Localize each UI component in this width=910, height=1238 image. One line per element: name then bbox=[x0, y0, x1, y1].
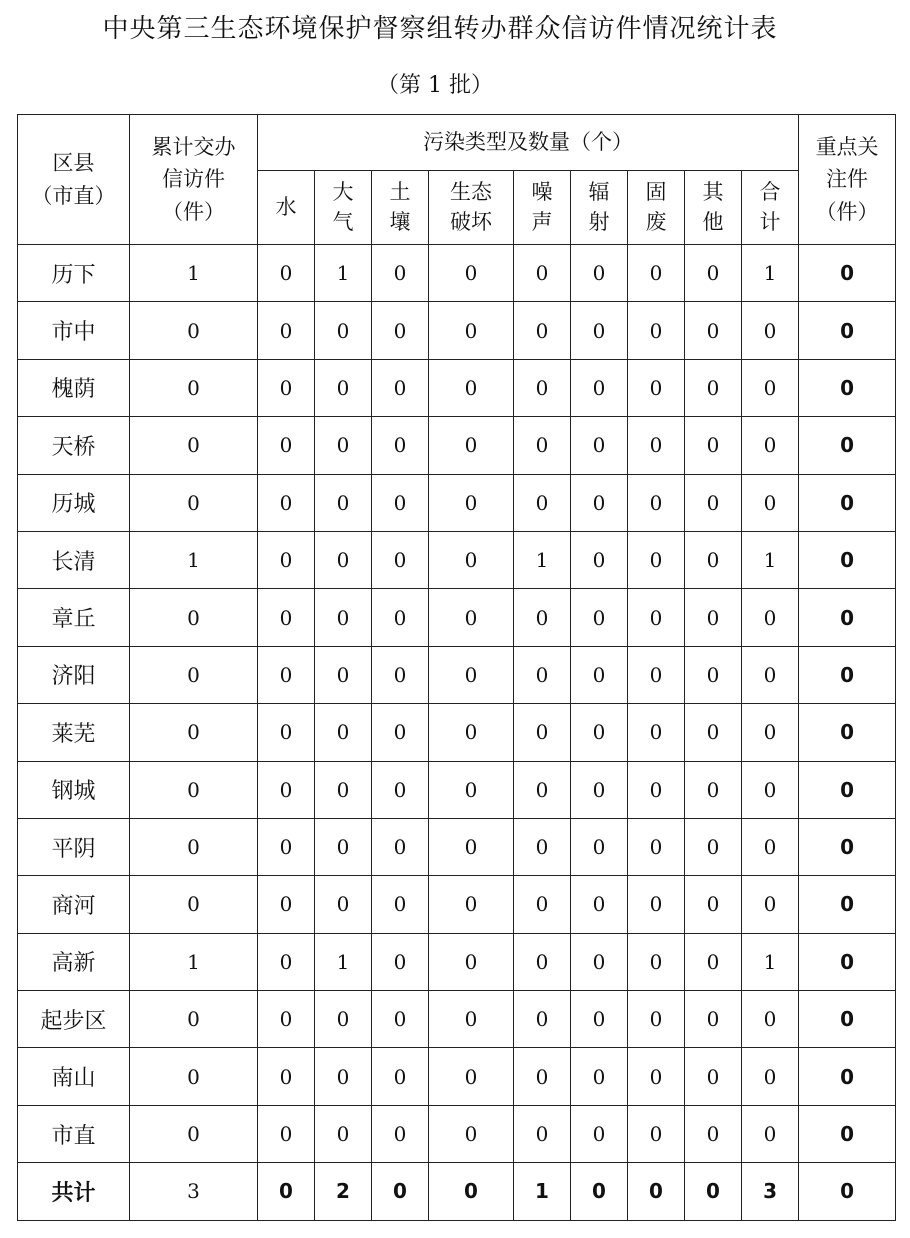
header-type-3 bbox=[429, 171, 514, 245]
pollution-count: 0 bbox=[571, 589, 628, 646]
header-district-line1: 区县 bbox=[52, 150, 95, 175]
pollution-count: 0 bbox=[372, 876, 429, 933]
cumulative-count: 0 bbox=[130, 302, 258, 359]
pollution-count: 0 bbox=[514, 1105, 571, 1162]
pollution-count: 1 bbox=[742, 531, 799, 588]
pollution-count: 0 bbox=[315, 1105, 372, 1162]
pollution-count: 0 bbox=[258, 876, 315, 933]
pollution-count: 0 bbox=[372, 991, 429, 1048]
header-type-line2: 计 bbox=[759, 209, 781, 234]
pollution-count: 0 bbox=[315, 704, 372, 761]
pollution-count: 0 bbox=[258, 761, 315, 818]
pollution-count: 0 bbox=[685, 531, 742, 588]
pollution-count: 0 bbox=[514, 359, 571, 416]
pollution-count: 0 bbox=[628, 991, 685, 1048]
total-label: 共计 bbox=[18, 1163, 130, 1220]
pollution-count: 0 bbox=[628, 359, 685, 416]
pollution-count: 0 bbox=[571, 474, 628, 531]
header-pollution-group: 污染类型及数量（个） bbox=[258, 115, 799, 171]
key-case-count: 0 bbox=[799, 876, 896, 933]
pollution-count: 0 bbox=[628, 302, 685, 359]
cumulative-count: 0 bbox=[130, 1105, 258, 1162]
table-row bbox=[18, 1048, 896, 1105]
document-title: 中央第三生态环境保护督察组转办群众信访件情况统计表 bbox=[102, 14, 778, 44]
pollution-count: 0 bbox=[628, 876, 685, 933]
cumulative-count: 0 bbox=[130, 704, 258, 761]
cumulative-count: 0 bbox=[130, 589, 258, 646]
pollution-count: 0 bbox=[514, 991, 571, 1048]
pollution-count: 0 bbox=[685, 991, 742, 1048]
table-row bbox=[18, 474, 896, 531]
key-case-count: 0 bbox=[799, 818, 896, 875]
pollution-count: 0 bbox=[514, 417, 571, 474]
pollution-count: 0 bbox=[372, 818, 429, 875]
header-type-line1: 大 bbox=[332, 179, 354, 204]
pollution-count: 0 bbox=[571, 302, 628, 359]
header-type-line1: 辐 bbox=[588, 179, 610, 204]
key-case-count: 0 bbox=[799, 1048, 896, 1105]
pollution-count: 0 bbox=[514, 302, 571, 359]
pollution-count: 0 bbox=[628, 1048, 685, 1105]
header-type-line1: 生态 bbox=[450, 179, 492, 204]
cumulative-count: 0 bbox=[130, 1048, 258, 1105]
pollution-count: 0 bbox=[315, 589, 372, 646]
pollution-count: 0 bbox=[628, 933, 685, 990]
header-district-line2: （市直） bbox=[31, 183, 116, 208]
cumulative-count: 3 bbox=[130, 1163, 258, 1220]
cumulative-count: 0 bbox=[130, 417, 258, 474]
pollution-count: 0 bbox=[258, 818, 315, 875]
pollution-count: 0 bbox=[571, 704, 628, 761]
pollution-count: 0 bbox=[429, 359, 514, 416]
pollution-count: 0 bbox=[372, 302, 429, 359]
district-name: 起步区 bbox=[18, 991, 130, 1048]
pollution-count: 0 bbox=[514, 646, 571, 703]
pollution-count: 0 bbox=[628, 245, 685, 302]
header-type-line1: 土 bbox=[389, 179, 411, 204]
table-row bbox=[18, 761, 896, 818]
pollution-count: 0 bbox=[742, 589, 799, 646]
cumulative-count: 1 bbox=[130, 531, 258, 588]
district-name: 槐荫 bbox=[18, 359, 130, 416]
pollution-count: 0 bbox=[372, 245, 429, 302]
table-row bbox=[18, 589, 896, 646]
district-name: 长清 bbox=[18, 531, 130, 588]
pollution-count: 0 bbox=[315, 991, 372, 1048]
pollution-count: 0 bbox=[258, 1048, 315, 1105]
pollution-count: 0 bbox=[258, 1163, 315, 1220]
pollution-count: 0 bbox=[571, 1048, 628, 1105]
pollution-count: 0 bbox=[742, 359, 799, 416]
pollution-count: 0 bbox=[429, 1048, 514, 1105]
district-name: 天桥 bbox=[18, 417, 130, 474]
pollution-count: 0 bbox=[315, 302, 372, 359]
header-cumulative-line2: 信访件 bbox=[162, 167, 225, 192]
pollution-count: 0 bbox=[429, 991, 514, 1048]
pollution-count: 0 bbox=[514, 474, 571, 531]
header-district bbox=[18, 115, 130, 245]
pollution-count: 0 bbox=[628, 417, 685, 474]
table-row bbox=[18, 991, 896, 1048]
pollution-count: 0 bbox=[685, 1105, 742, 1162]
pollution-count: 0 bbox=[429, 1105, 514, 1162]
pollution-count: 0 bbox=[258, 704, 315, 761]
key-case-count: 0 bbox=[799, 474, 896, 531]
pollution-count: 0 bbox=[429, 876, 514, 933]
district-name: 高新 bbox=[18, 933, 130, 990]
pollution-count: 1 bbox=[742, 933, 799, 990]
pollution-count: 0 bbox=[258, 531, 315, 588]
table-header bbox=[18, 115, 896, 245]
pollution-count: 0 bbox=[571, 646, 628, 703]
header-type-line2: 气 bbox=[332, 209, 354, 234]
pollution-count: 0 bbox=[685, 1048, 742, 1105]
cumulative-count: 1 bbox=[130, 933, 258, 990]
pollution-count: 0 bbox=[258, 646, 315, 703]
pollution-count: 0 bbox=[571, 359, 628, 416]
pollution-count: 0 bbox=[742, 417, 799, 474]
header-cumulative-line3: （件） bbox=[162, 199, 225, 224]
pollution-count: 0 bbox=[685, 933, 742, 990]
pollution-count: 0 bbox=[742, 1048, 799, 1105]
district-name: 历下 bbox=[18, 245, 130, 302]
pollution-count: 0 bbox=[372, 1163, 429, 1220]
district-name: 莱芜 bbox=[18, 704, 130, 761]
pollution-count: 0 bbox=[429, 302, 514, 359]
pollution-count: 0 bbox=[372, 1105, 429, 1162]
pollution-count: 1 bbox=[514, 1163, 571, 1220]
key-case-count: 0 bbox=[799, 531, 896, 588]
district-name: 历城 bbox=[18, 474, 130, 531]
pollution-count: 2 bbox=[315, 1163, 372, 1220]
pollution-count: 0 bbox=[514, 704, 571, 761]
pollution-count: 0 bbox=[258, 589, 315, 646]
header-type-line2: 声 bbox=[531, 209, 553, 234]
table-row bbox=[18, 1105, 896, 1162]
key-case-count: 0 bbox=[799, 359, 896, 416]
header-key-line1: 重点关 bbox=[815, 134, 879, 159]
pollution-count: 0 bbox=[372, 646, 429, 703]
pollution-count: 0 bbox=[628, 818, 685, 875]
pollution-count: 0 bbox=[372, 704, 429, 761]
pollution-count: 0 bbox=[258, 417, 315, 474]
statistics-table bbox=[17, 114, 896, 1221]
pollution-count: 0 bbox=[372, 531, 429, 588]
header-type-line2: 射 bbox=[588, 209, 610, 234]
pollution-count: 0 bbox=[258, 359, 315, 416]
pollution-count: 0 bbox=[685, 302, 742, 359]
header-type-line2: 废 bbox=[645, 209, 667, 234]
pollution-count: 0 bbox=[571, 1105, 628, 1162]
header-key-line2: 注件 bbox=[826, 167, 869, 192]
pollution-count: 0 bbox=[315, 474, 372, 531]
pollution-count: 0 bbox=[372, 933, 429, 990]
pollution-count: 0 bbox=[628, 531, 685, 588]
pollution-count: 0 bbox=[429, 646, 514, 703]
pollution-count: 0 bbox=[628, 1163, 685, 1220]
header-type-line1: 水 bbox=[275, 195, 297, 220]
pollution-count: 0 bbox=[571, 417, 628, 474]
cumulative-count: 0 bbox=[130, 359, 258, 416]
pollution-count: 0 bbox=[628, 1105, 685, 1162]
pollution-count: 0 bbox=[571, 933, 628, 990]
pollution-count: 0 bbox=[685, 761, 742, 818]
table-row bbox=[18, 876, 896, 933]
header-key-cases bbox=[799, 115, 896, 245]
table-row bbox=[18, 359, 896, 416]
pollution-count: 0 bbox=[429, 245, 514, 302]
header-type-line1: 合 bbox=[759, 179, 781, 204]
district-name: 市中 bbox=[18, 302, 130, 359]
pollution-count: 0 bbox=[742, 991, 799, 1048]
pollution-count: 0 bbox=[742, 474, 799, 531]
pollution-count: 0 bbox=[685, 359, 742, 416]
pollution-count: 0 bbox=[685, 474, 742, 531]
pollution-count: 0 bbox=[685, 876, 742, 933]
cumulative-count: 0 bbox=[130, 991, 258, 1048]
district-name: 南山 bbox=[18, 1048, 130, 1105]
header-type-7 bbox=[685, 171, 742, 245]
key-case-count: 0 bbox=[799, 646, 896, 703]
pollution-count: 0 bbox=[685, 1163, 742, 1220]
table-row bbox=[18, 646, 896, 703]
pollution-count: 0 bbox=[372, 359, 429, 416]
pollution-count: 0 bbox=[429, 704, 514, 761]
cumulative-count: 0 bbox=[130, 818, 258, 875]
pollution-count: 1 bbox=[514, 531, 571, 588]
pollution-count: 0 bbox=[372, 761, 429, 818]
pollution-count: 0 bbox=[685, 818, 742, 875]
pollution-count: 0 bbox=[742, 761, 799, 818]
header-cumulative bbox=[130, 115, 258, 245]
key-case-count: 0 bbox=[799, 589, 896, 646]
pollution-count: 0 bbox=[514, 589, 571, 646]
pollution-count: 0 bbox=[315, 876, 372, 933]
total-row bbox=[18, 1163, 896, 1220]
header-type-2 bbox=[372, 171, 429, 245]
header-type-8 bbox=[742, 171, 799, 245]
pollution-count: 0 bbox=[685, 704, 742, 761]
batch-subtitle: （第 1 批） bbox=[377, 73, 493, 98]
pollution-count: 0 bbox=[372, 474, 429, 531]
key-case-count: 0 bbox=[799, 1105, 896, 1162]
pollution-count: 0 bbox=[628, 704, 685, 761]
key-case-count: 0 bbox=[799, 761, 896, 818]
pollution-count: 0 bbox=[258, 1105, 315, 1162]
table-row bbox=[18, 933, 896, 990]
pollution-count: 0 bbox=[571, 245, 628, 302]
district-name: 商河 bbox=[18, 876, 130, 933]
key-case-count: 0 bbox=[799, 302, 896, 359]
pollution-count: 0 bbox=[685, 417, 742, 474]
pollution-count: 0 bbox=[429, 818, 514, 875]
pollution-count: 0 bbox=[258, 245, 315, 302]
key-case-count: 0 bbox=[799, 417, 896, 474]
pollution-count: 0 bbox=[258, 991, 315, 1048]
pollution-count: 0 bbox=[429, 1163, 514, 1220]
cumulative-count: 0 bbox=[130, 761, 258, 818]
pollution-count: 1 bbox=[315, 245, 372, 302]
pollution-count: 0 bbox=[258, 474, 315, 531]
pollution-count: 0 bbox=[315, 359, 372, 416]
pollution-count: 0 bbox=[372, 417, 429, 474]
pollution-count: 0 bbox=[514, 933, 571, 990]
pollution-count: 0 bbox=[742, 302, 799, 359]
header-type-0 bbox=[258, 171, 315, 245]
header-type-line2: 壤 bbox=[389, 209, 411, 234]
header-type-4 bbox=[514, 171, 571, 245]
key-case-count: 0 bbox=[799, 704, 896, 761]
pollution-count: 0 bbox=[258, 933, 315, 990]
pollution-count: 0 bbox=[315, 417, 372, 474]
pollution-count: 0 bbox=[429, 531, 514, 588]
header-type-line2: 他 bbox=[702, 209, 724, 234]
table-row bbox=[18, 818, 896, 875]
pollution-count: 0 bbox=[315, 646, 372, 703]
pollution-count: 0 bbox=[372, 1048, 429, 1105]
district-name: 市直 bbox=[18, 1105, 130, 1162]
header-type-line1: 其 bbox=[702, 179, 724, 204]
table-row bbox=[18, 245, 896, 302]
pollution-count: 0 bbox=[315, 818, 372, 875]
cumulative-count: 1 bbox=[130, 245, 258, 302]
header-type-line1: 固 bbox=[645, 179, 667, 204]
pollution-count: 0 bbox=[628, 474, 685, 531]
pollution-count: 0 bbox=[742, 818, 799, 875]
table-row bbox=[18, 531, 896, 588]
pollution-count: 0 bbox=[571, 761, 628, 818]
cumulative-count: 0 bbox=[130, 876, 258, 933]
key-case-count: 0 bbox=[799, 933, 896, 990]
header-key-line3: （件） bbox=[815, 199, 879, 224]
pollution-count: 3 bbox=[742, 1163, 799, 1220]
header-type-6 bbox=[628, 171, 685, 245]
district-name: 章丘 bbox=[18, 589, 130, 646]
pollution-count: 0 bbox=[628, 646, 685, 703]
district-name: 钢城 bbox=[18, 761, 130, 818]
pollution-count: 0 bbox=[571, 876, 628, 933]
header-type-1 bbox=[315, 171, 372, 245]
pollution-count: 0 bbox=[514, 245, 571, 302]
pollution-count: 0 bbox=[571, 531, 628, 588]
key-case-count: 0 bbox=[799, 245, 896, 302]
district-name: 济阳 bbox=[18, 646, 130, 703]
pollution-count: 0 bbox=[685, 646, 742, 703]
pollution-count: 1 bbox=[315, 933, 372, 990]
pollution-count: 0 bbox=[628, 589, 685, 646]
pollution-count: 0 bbox=[571, 1163, 628, 1220]
table-row bbox=[18, 704, 896, 761]
pollution-count: 0 bbox=[429, 474, 514, 531]
table-row bbox=[18, 302, 896, 359]
cumulative-count: 0 bbox=[130, 646, 258, 703]
pollution-count: 0 bbox=[742, 704, 799, 761]
cumulative-count: 0 bbox=[130, 474, 258, 531]
pollution-count: 0 bbox=[628, 761, 685, 818]
pollution-count: 0 bbox=[685, 245, 742, 302]
pollution-count: 0 bbox=[429, 933, 514, 990]
table-body bbox=[18, 245, 896, 1221]
header-type-line1: 噪 bbox=[531, 179, 553, 204]
pollution-count: 0 bbox=[429, 417, 514, 474]
pollution-count: 0 bbox=[429, 761, 514, 818]
district-name: 平阴 bbox=[18, 818, 130, 875]
pollution-count: 0 bbox=[571, 818, 628, 875]
pollution-count: 0 bbox=[514, 761, 571, 818]
key-case-count: 0 bbox=[799, 991, 896, 1048]
pollution-count: 0 bbox=[571, 991, 628, 1048]
header-type-line2: 破坏 bbox=[450, 209, 492, 234]
pollution-count: 0 bbox=[685, 589, 742, 646]
key-case-count: 0 bbox=[799, 1163, 896, 1220]
pollution-count: 1 bbox=[742, 245, 799, 302]
pollution-count: 0 bbox=[315, 1048, 372, 1105]
header-type-5 bbox=[571, 171, 628, 245]
pollution-count: 0 bbox=[514, 1048, 571, 1105]
table-row bbox=[18, 417, 896, 474]
pollution-count: 0 bbox=[372, 589, 429, 646]
pollution-count: 0 bbox=[742, 1105, 799, 1162]
header-cumulative-line1: 累计交办 bbox=[151, 134, 236, 159]
pollution-count: 0 bbox=[315, 531, 372, 588]
pollution-count: 0 bbox=[514, 818, 571, 875]
pollution-count: 0 bbox=[315, 761, 372, 818]
pollution-count: 0 bbox=[742, 646, 799, 703]
pollution-count: 0 bbox=[429, 589, 514, 646]
pollution-count: 0 bbox=[742, 876, 799, 933]
pollution-count: 0 bbox=[258, 302, 315, 359]
pollution-count: 0 bbox=[514, 876, 571, 933]
